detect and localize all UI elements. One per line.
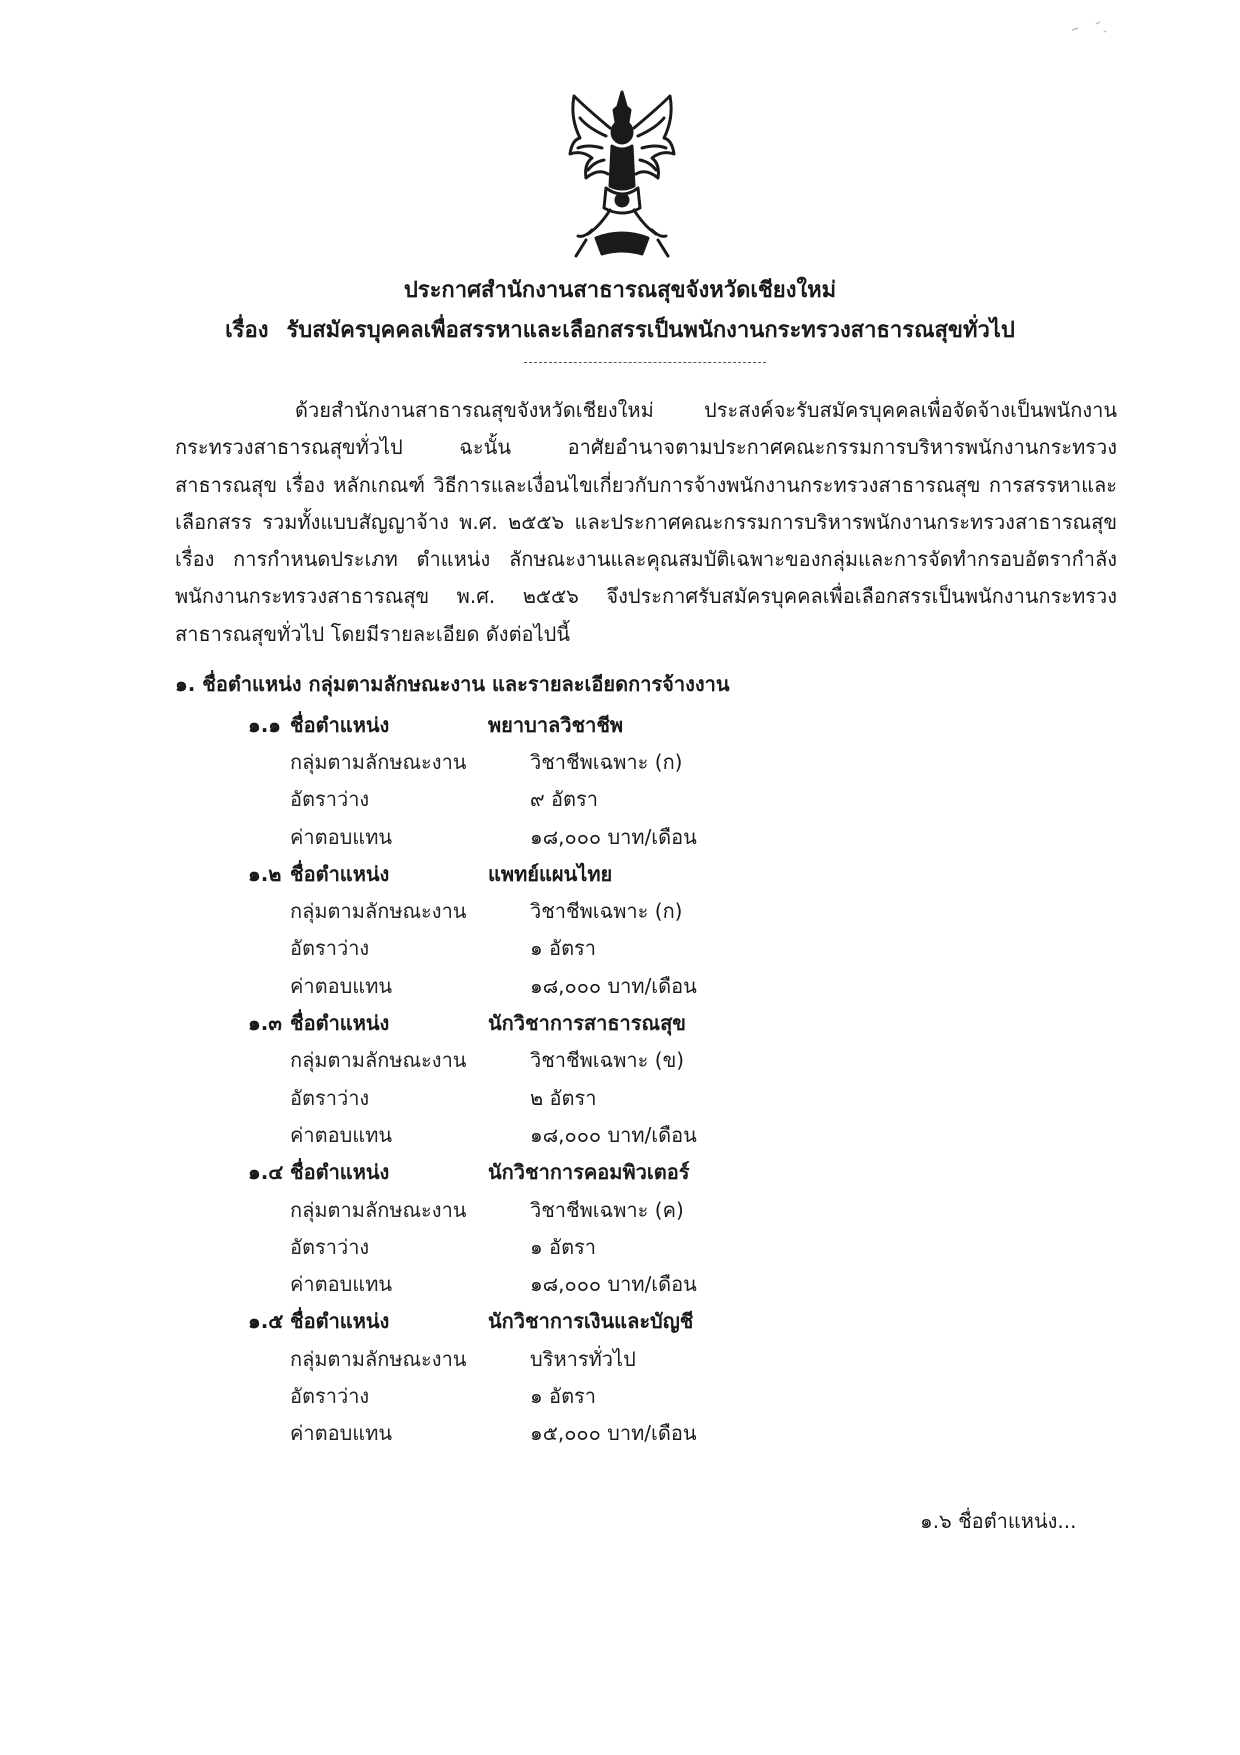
scan-speck-icon (1070, 20, 1110, 34)
position-block (248, 1004, 948, 1153)
announcement-title: ประกาศสำนักงานสาธารณสุขจังหวัดเชียงใหม่ (403, 278, 837, 303)
position-pay-row (248, 1415, 948, 1452)
pay-value: ๑๘,๐๐๐ บาท/เดือน (530, 824, 697, 849)
group-label: กลุ่มตามลักษณะงาน (290, 1346, 467, 1371)
pay-label: ค่าตอบแทน (290, 973, 393, 998)
position-group-row (248, 1042, 948, 1079)
position-label: ชื่อตำแหน่ง (290, 1011, 390, 1036)
intro-text: ด้วยสำนักงานสาธารณสุขจังหวัดเชียงใหม่ ประสงค์จะรับสมัครบุคคลเพื่อจัดจ้างเป็นพนักงานกระทรวงสาธารณสุขทั่วไป ฉะนั้น อาศัยอำนาจตามประกาศคณะกรรมการบริหารพนักงานกระทรวงสาธารณสุข เรื่อง หลักเกณฑ์ วิธีการและเงื่อนไขเกี่ยวกับการจ้างพนักงานกระทรวงสาธารณสุข การสรรหาและเลือกสรร รวมทั้งแบบสัญญาจ้าง พ.ศ. ๒๕๕๖ และประกาศคณะกรรมการบริหารพนักงานกระทรวงสาธารณสุข เรื่อง การกำหนดประเภท ตำแหน่ง ลักษณะงานและคุณสมบัติเฉพาะของกลุ่มและการจัดทำกรอบอัตรากำลังพนักงานกระทรวงสาธารณสุข พ.ศ. ๒๕๕๖ จึงประกาศรับสมัครบุคคลเพื่อเลือกสรรเป็นพนักงานกระทรวงสาธารณสุขทั่วไป โดยมีรายละเอียด ดังต่อไปนี้ (175, 398, 1117, 646)
vacancy-value: ๒ อัตรา (530, 1085, 597, 1110)
vacancy-value: ๑ อัตรา (530, 1383, 597, 1408)
position-title: นักวิชาการคอมพิวเตอร์ (488, 1160, 690, 1185)
vacancy-value: ๑ อัตรา (530, 1234, 597, 1259)
position-label: ชื่อตำแหน่ง (290, 712, 390, 737)
position-list (248, 706, 948, 1452)
position-vacancy-row (248, 1377, 948, 1414)
position-title-row (248, 1004, 948, 1041)
garuda-emblem-icon (566, 88, 678, 260)
position-title: นักวิชาการเงินและบัญชี (488, 1309, 694, 1334)
vacancy-label: อัตราว่าง (290, 1085, 370, 1110)
group-label: กลุ่มตามลักษณะงาน (290, 749, 467, 774)
group-label: กลุ่มตามลักษณะงาน (290, 899, 467, 924)
pay-value: ๑๘,๐๐๐ บาท/เดือน (530, 1272, 697, 1297)
title-divider (524, 362, 766, 363)
position-label: ชื่อตำแหน่ง (290, 1160, 390, 1185)
position-label: ชื่อตำแหน่ง (290, 861, 390, 886)
position-number: ๑.๕ (248, 1309, 284, 1334)
position-title-row (248, 1154, 948, 1191)
pay-label: ค่าตอบแทน (290, 1272, 393, 1297)
position-number: ๑.๓ (248, 1011, 282, 1036)
section-1-heading: ๑. ชื่อตำแหน่ง กลุ่มตามลักษณะงาน และรายละเอียดการจ้างงาน (175, 672, 730, 696)
pay-value: ๑๕,๐๐๐ บาท/เดือน (530, 1421, 697, 1446)
announcement-subject (0, 312, 1240, 347)
position-title-row (248, 1303, 948, 1340)
position-group-row (248, 1191, 948, 1228)
pay-value: ๑๘,๐๐๐ บาท/เดือน (530, 973, 697, 998)
vacancy-label: อัตราว่าง (290, 1383, 370, 1408)
group-value: วิชาชีพเฉพาะ (ก) (530, 899, 683, 924)
vacancy-value: ๙ อัตรา (530, 787, 598, 812)
vacancy-value: ๑ อัตรา (530, 936, 597, 961)
vacancy-label: อัตราว่าง (290, 936, 370, 961)
position-title: พยาบาลวิชาชีพ (488, 712, 624, 737)
position-group-row (248, 743, 948, 780)
page-continuation: ๑.๖ ชื่อตำแหน่ง... (920, 1509, 1077, 1533)
group-value: บริหารทั่วไป (530, 1346, 636, 1371)
intro-paragraph (175, 392, 1117, 653)
position-block (248, 706, 948, 855)
vacancy-label: อัตราว่าง (290, 787, 370, 812)
position-block (248, 855, 948, 1004)
position-number: ๑.๒ (248, 861, 282, 886)
pay-label: ค่าตอบแทน (290, 1421, 393, 1446)
subject-text: รับสมัครบุคคลเพื่อสรรหาและเลือกสรรเป็นพนักงานกระทรวงสาธารณสุขทั่วไป (286, 318, 1015, 343)
position-vacancy-row (248, 1079, 948, 1116)
position-group-row (248, 1340, 948, 1377)
group-value: วิชาชีพเฉพาะ (ค) (530, 1197, 684, 1222)
position-title-row (248, 855, 948, 892)
vacancy-label: อัตราว่าง (290, 1234, 370, 1259)
position-pay-row (248, 818, 948, 855)
position-pay-row (248, 1116, 948, 1153)
group-value: วิชาชีพเฉพาะ (ข) (530, 1048, 685, 1073)
position-title: นักวิชาการสาธารณสุข (488, 1011, 686, 1036)
pay-label: ค่าตอบแทน (290, 1122, 393, 1147)
pay-label: ค่าตอบแทน (290, 824, 393, 849)
position-title: แพทย์แผนไทย (488, 861, 613, 886)
group-label: กลุ่มตามลักษณะงาน (290, 1197, 467, 1222)
subject-label: เรื่อง (225, 318, 269, 343)
pay-value: ๑๘,๐๐๐ บาท/เดือน (530, 1122, 697, 1147)
position-number: ๑.๔ (248, 1160, 284, 1185)
group-label: กลุ่มตามลักษณะงาน (290, 1048, 467, 1073)
group-value: วิชาชีพเฉพาะ (ก) (530, 749, 683, 774)
position-number: ๑.๑ (248, 712, 281, 737)
position-title-row (248, 706, 948, 743)
position-group-row (248, 892, 948, 929)
position-vacancy-row (248, 930, 948, 967)
position-vacancy-row (248, 1228, 948, 1265)
position-pay-row (248, 967, 948, 1004)
position-pay-row (248, 1265, 948, 1302)
position-label: ชื่อตำแหน่ง (290, 1309, 390, 1334)
position-block (248, 1303, 948, 1452)
position-vacancy-row (248, 781, 948, 818)
position-block (248, 1154, 948, 1303)
